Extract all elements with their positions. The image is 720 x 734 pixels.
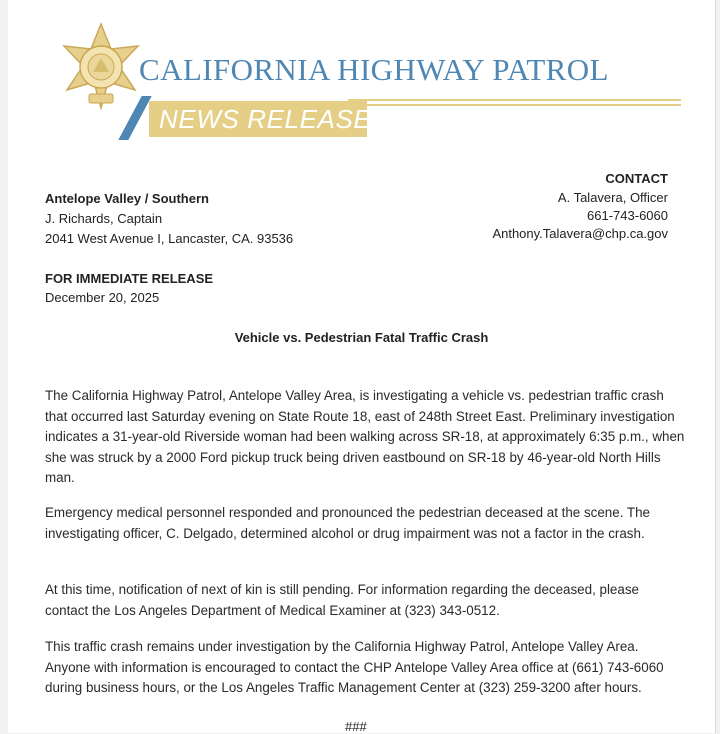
office-name: Antelope Valley / Southern — [45, 191, 209, 206]
contact-heading: CONTACT — [605, 171, 668, 186]
news-release-page — [8, 0, 716, 733]
header-rule — [348, 104, 681, 106]
news-release-label: NEWS RELEASE — [159, 104, 372, 134]
body-paragraph: Emergency medical personnel responded and pronounced the pedestrian deceased at the scene. The investigating officer, C. Delgado, determined alcohol or drug impairment was not a factor in the crash. — [45, 505, 650, 541]
chp-seal-icon — [56, 22, 146, 110]
contact-name: A. Talavera, Officer — [557, 190, 668, 205]
body-paragraph: At this time, notification of next of kin is still pending. For information regarding the deceased, please contact the Los Angeles Department of Medical Examiner at (323) 343-0512. — [45, 582, 639, 618]
body-paragraph: This traffic crash remains under investigation by the California Highway Patrol, Antelope Valley Area. Anyone with information is encouraged to contact the CHP Antelope Valley Area office at (661) 743-6060 during business hours, or the Los Angeles Traffic Management Center at (323) 259-3200 after hours. — [45, 639, 664, 695]
contact-phone: 661-743-6060 — [587, 208, 668, 223]
header-rule — [348, 99, 681, 101]
body-paragraph: The California Highway Patrol, Antelope Valley Area, is investigating a vehicle vs. pedestrian traffic crash that occurred last Saturday evening on State Route 18, east of 248th Street East. Preliminary investigation indicates a 31-year-old Riverside woman had been walking across SR-18, at approximately 6:35 p.m., when she was struck by a 2000 Ford pickup truck being driven eastbound on SR-18 by 46-year-old North Hills man. — [45, 388, 685, 485]
agency-name: CALIFORNIA HIGHWAY PATROL — [139, 52, 609, 87]
end-mark: ### — [345, 719, 367, 734]
release-label: FOR IMMEDIATE RELEASE — [45, 271, 214, 286]
office-captain: J. Richards, Captain — [45, 211, 163, 226]
release-date: December 20, 2025 — [45, 290, 160, 305]
release-title: Vehicle vs. Pedestrian Fatal Traffic Crash — [234, 330, 489, 345]
office-address: 2041 West Avenue I, Lancaster, CA. 93536 — [45, 231, 294, 246]
contact-email: Anthony.Talavera@chp.ca.gov — [492, 226, 668, 241]
